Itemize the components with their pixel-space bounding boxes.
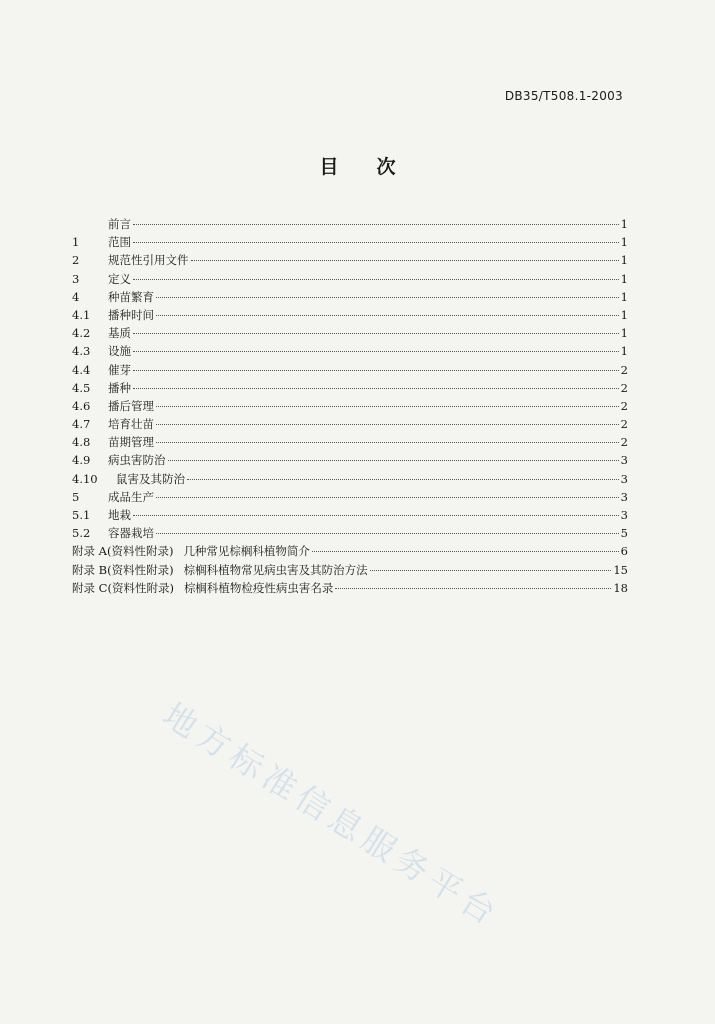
toc-row[interactable] xyxy=(72,433,628,451)
toc-row[interactable] xyxy=(72,324,628,342)
toc-leader xyxy=(133,388,619,389)
toc-number: 4.6 xyxy=(72,398,91,413)
toc-number: 5 xyxy=(72,489,80,504)
toc-number: 4.4 xyxy=(72,362,91,377)
toc-row[interactable] xyxy=(72,524,628,542)
toc-label: 催芽 xyxy=(108,362,131,377)
toc-leader xyxy=(133,279,619,280)
toc-number: 5.2 xyxy=(72,526,91,541)
toc-number: 4.2 xyxy=(72,326,91,341)
toc-leader xyxy=(156,297,619,298)
toc-leader xyxy=(156,442,619,443)
toc-label: 播种 xyxy=(108,380,131,395)
toc-row[interactable] xyxy=(72,470,628,488)
toc-label: 地栽 xyxy=(108,508,131,522)
toc-label: 棕榈科植物检疫性病虫害名录 xyxy=(183,580,334,595)
toc-leader xyxy=(370,570,612,571)
toc-leader xyxy=(133,333,619,334)
toc-row[interactable] xyxy=(72,306,628,324)
page-title: 目 次 xyxy=(319,156,396,178)
toc-row[interactable] xyxy=(72,288,628,306)
toc-label: 容器栽培 xyxy=(108,526,154,541)
toc-row[interactable] xyxy=(72,579,628,597)
toc-leader xyxy=(133,224,619,225)
toc-leader xyxy=(156,497,619,498)
toc-page: 1 xyxy=(620,217,628,231)
toc-leader xyxy=(133,351,619,352)
toc-row[interactable] xyxy=(72,251,628,269)
toc-label: 病虫害防治 xyxy=(108,453,166,468)
toc-leader xyxy=(133,242,619,243)
toc-page: 1 xyxy=(620,235,628,250)
toc-leader xyxy=(168,460,619,461)
toc-label: 鼠害及其防治 xyxy=(116,471,185,486)
toc-row[interactable] xyxy=(72,379,628,397)
toc-leader xyxy=(191,260,619,261)
toc-page: 3 xyxy=(620,453,628,468)
toc-leader xyxy=(187,479,619,480)
toc-label: 定义 xyxy=(108,271,131,286)
toc-page: 2 xyxy=(620,435,628,450)
toc-row[interactable] xyxy=(72,342,628,360)
toc-page: 1 xyxy=(620,326,628,341)
toc-label: 种苗繁育 xyxy=(108,289,154,304)
toc-number: 4.8 xyxy=(72,435,91,450)
toc-label: 设施 xyxy=(108,344,131,359)
toc-page: 1 xyxy=(620,253,628,268)
toc-number: 4.5 xyxy=(72,380,91,395)
toc-number: 4.9 xyxy=(72,453,91,468)
toc-page: 1 xyxy=(620,289,628,304)
toc-page: 18 xyxy=(613,580,628,595)
toc-page: 2 xyxy=(620,417,628,432)
toc-row[interactable] xyxy=(72,506,628,524)
toc-page: 3 xyxy=(620,489,628,504)
toc-number: 4.1 xyxy=(72,307,91,322)
toc-page: 1 xyxy=(620,271,628,286)
toc-row[interactable] xyxy=(72,361,628,379)
toc-label: 棕榈科植物常见病虫害及其防治方法 xyxy=(183,562,368,577)
toc-number: 2 xyxy=(72,253,80,268)
toc-number: 4.3 xyxy=(72,344,91,359)
toc-label: 几种常见棕榈科植物简介 xyxy=(183,544,310,559)
toc-row[interactable] xyxy=(72,488,628,506)
watermark-text: 地方标准信息服务平台 xyxy=(156,695,508,935)
toc-page: 3 xyxy=(620,508,628,522)
toc-page: 2 xyxy=(620,380,628,395)
toc-leader xyxy=(156,533,619,534)
toc-row[interactable] xyxy=(72,270,628,288)
toc-label: 播种时间 xyxy=(108,307,154,322)
toc-label: 成品生产 xyxy=(108,489,154,504)
toc-page: 15 xyxy=(613,562,628,577)
toc-leader xyxy=(133,370,619,371)
toc-label: 前言 xyxy=(108,217,131,231)
toc-number: 4 xyxy=(72,289,80,304)
toc-row[interactable] xyxy=(72,451,628,469)
table-of-contents xyxy=(72,215,628,597)
toc-label: 培育壮苗 xyxy=(108,417,154,432)
toc-leader xyxy=(312,551,619,552)
standard-code: DB35/T508.1-2003 xyxy=(504,89,623,103)
toc-number: 4.10 xyxy=(72,471,98,486)
toc-page: 5 xyxy=(620,526,628,541)
toc-row[interactable] xyxy=(72,233,628,251)
toc-number: 1 xyxy=(72,235,80,250)
toc-label: 规范性引用文件 xyxy=(108,253,189,268)
toc-number: 4.7 xyxy=(72,417,91,432)
toc-page: 3 xyxy=(620,471,628,486)
toc-label: 苗期管理 xyxy=(108,435,154,450)
toc-page: 2 xyxy=(620,362,628,377)
toc-leader xyxy=(156,406,619,407)
toc-label: 范围 xyxy=(108,235,131,250)
toc-label: 基质 xyxy=(108,326,131,341)
toc-row[interactable] xyxy=(72,397,628,415)
toc-number: 附录 B(资料性附录) xyxy=(72,562,174,577)
toc-leader xyxy=(335,588,611,589)
toc-row[interactable] xyxy=(72,215,628,233)
toc-page: 1 xyxy=(620,344,628,359)
toc-row[interactable] xyxy=(72,542,628,560)
toc-leader xyxy=(133,515,619,516)
toc-row[interactable] xyxy=(72,415,628,433)
toc-label: 播后管理 xyxy=(108,398,154,413)
toc-leader xyxy=(156,315,619,316)
toc-row[interactable] xyxy=(72,561,628,579)
toc-page: 2 xyxy=(620,398,628,413)
toc-number: 5.1 xyxy=(72,508,91,522)
toc-page: 1 xyxy=(620,307,628,322)
toc-number: 附录 A(资料性附录) xyxy=(72,544,174,559)
toc-number: 3 xyxy=(72,271,80,286)
toc-number: 附录 C(资料性附录) xyxy=(72,580,174,595)
toc-page: 6 xyxy=(620,544,628,559)
toc-leader xyxy=(156,424,619,425)
